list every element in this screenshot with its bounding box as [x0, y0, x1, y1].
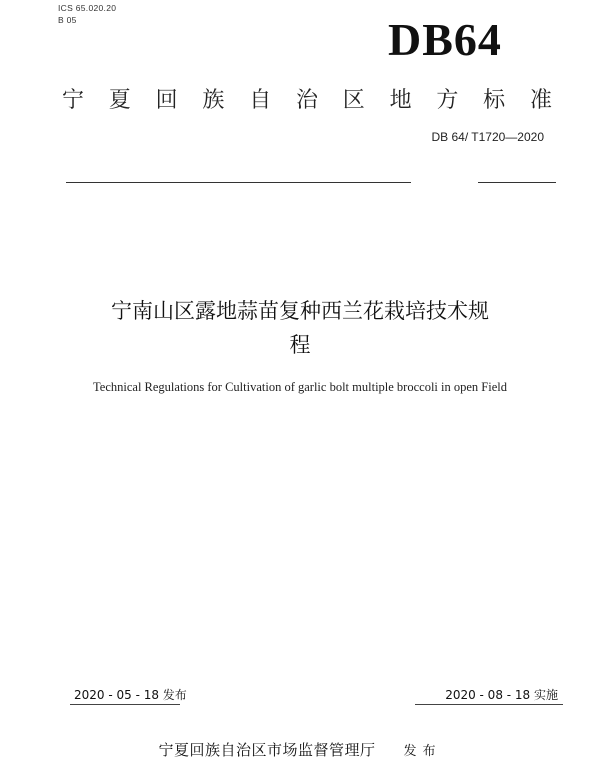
header-divider [66, 182, 411, 183]
org-title-char: 自 [249, 88, 272, 113]
publish-label: 发布 [403, 744, 442, 759]
title-cn-line-2: 程 [289, 333, 311, 357]
org-title-char: 治 [295, 88, 318, 113]
org-title-char: 准 [529, 88, 552, 113]
org-title-char: 回 [155, 88, 178, 113]
ics-code: ICS 65.020.20 [58, 3, 117, 13]
issue-date: 2020 - 05 - 18 发布 [74, 688, 187, 702]
title-cn-line-1: 宁南山区露地蒜苗复种西兰花栽培技术规 [111, 299, 489, 323]
org-title-char: 夏 [108, 88, 131, 113]
implementation-date-underline [415, 704, 563, 705]
org-title-char: 族 [202, 88, 225, 113]
header-divider-short [478, 182, 556, 183]
issue-date-underline [70, 704, 180, 705]
org-title-char: 方 [436, 88, 459, 113]
classification-codes [58, 2, 116, 26]
publisher-line [0, 739, 600, 760]
ccs-code: B 05 [58, 15, 77, 25]
org-title-char: 地 [389, 88, 412, 113]
org-title-char: 宁 [62, 88, 85, 113]
org-title-char: 标 [483, 88, 506, 113]
standard-number: DB 64/ T1720—2020 [431, 130, 544, 144]
standard-type-title [62, 88, 552, 114]
org-title-char: 区 [342, 88, 365, 113]
document-title-en: Technical Regulations for Cultivation of garlic bolt multiple broccoli in open Field [93, 380, 507, 394]
db64-logo: DB64 [388, 14, 502, 65]
implementation-date: 2020 - 08 - 18 实施 [445, 688, 558, 702]
issuing-authority: 宁夏回族自治区市场监督管理厅 [158, 741, 376, 759]
document-title-cn [40, 294, 560, 362]
